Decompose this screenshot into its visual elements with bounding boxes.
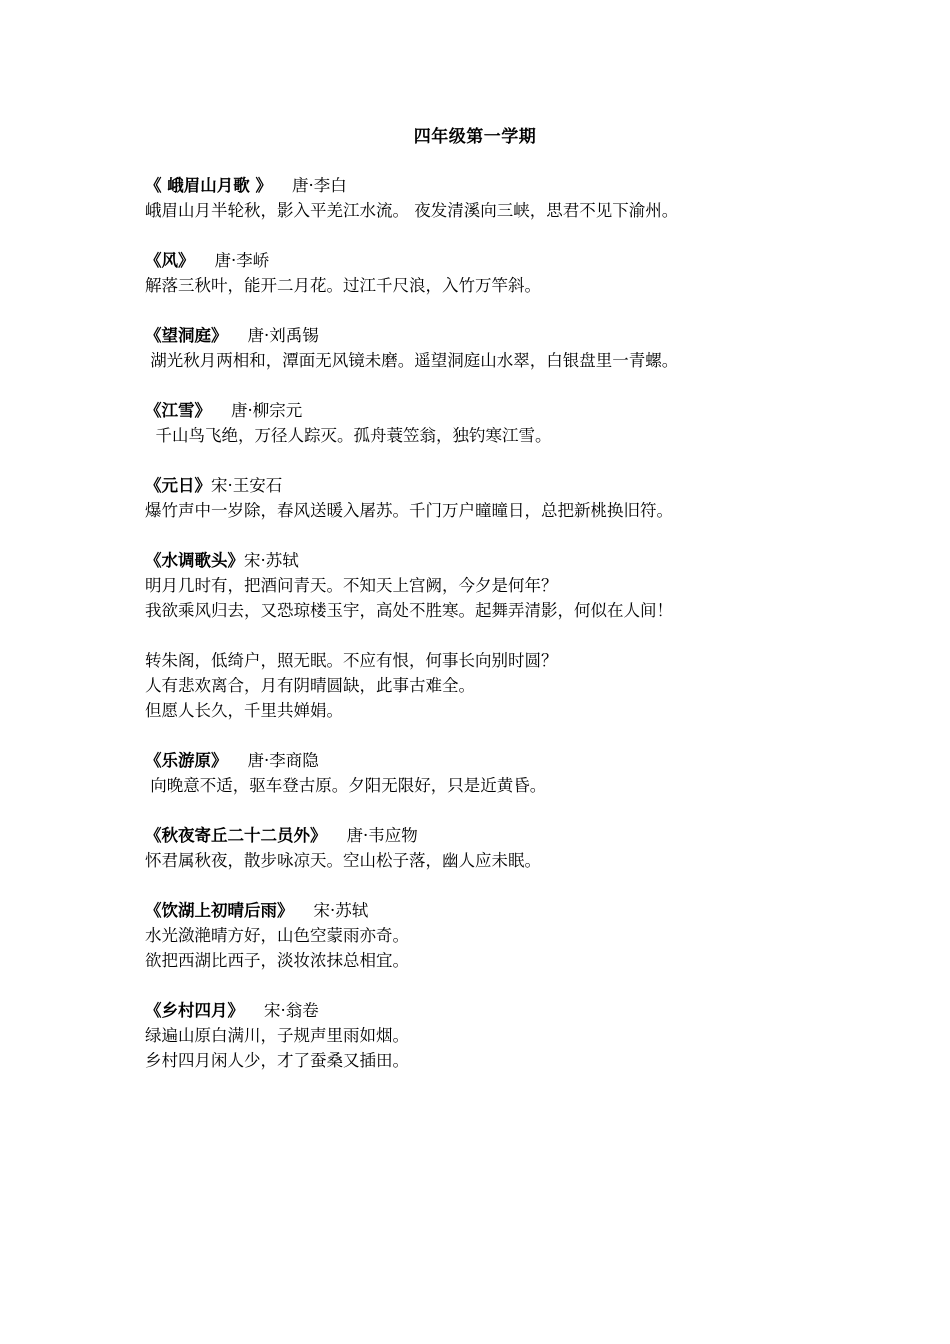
poem-author: 唐·刘禹锡 — [247, 326, 319, 345]
poem-author: 唐·李白 — [292, 176, 347, 195]
poem-heading — [145, 248, 845, 273]
poem-block — [145, 748, 845, 798]
poem-line: 千山鸟飞绝，万径人踪灭。孤舟蓑笠翁，独钓寒江雪。 — [145, 426, 552, 445]
poem-block — [145, 548, 845, 723]
poem-title: 《水调歌头》 — [145, 551, 244, 570]
poem-author: 宋·翁卷 — [264, 1001, 319, 1020]
poem-heading — [145, 823, 845, 848]
poem-author: 宋·苏轼 — [244, 551, 299, 570]
poem-block — [145, 823, 845, 873]
poem-author: 唐·韦应物 — [346, 826, 418, 845]
poem-author: 唐·柳宗元 — [231, 401, 303, 420]
poem-title: 《元日》 — [145, 476, 211, 495]
poem-author: 宋·王安石 — [211, 476, 283, 495]
poem-block — [145, 473, 845, 523]
poem-heading — [145, 748, 845, 773]
poem-line: 水光潋滟晴方好，山色空蒙雨亦奇。 — [145, 926, 409, 945]
poem-block — [145, 398, 845, 448]
poem-line: 峨眉山月半轮秋，影入平羌江水流。 夜发清溪向三峡，思君不见下渝州。 — [145, 201, 679, 220]
poem-line: 我欲乘风归去，又恐琼楼玉宇，高处不胜寒。起舞弄清影，何似在人间！ — [145, 601, 673, 620]
poem-title: 《乡村四月》 — [145, 1001, 244, 1020]
poem-line: 向晚意不适，驱车登古原。夕阳无限好，只是近黄昏。 — [145, 776, 547, 795]
poem-block — [145, 248, 845, 298]
poem-heading — [145, 173, 845, 198]
poem-list — [145, 173, 845, 1098]
poem-author: 唐·李峤 — [214, 251, 270, 270]
poem-line: 但愿人长久，千里共婵娟。 — [145, 701, 343, 720]
poem-title: 《风》 — [145, 251, 195, 270]
poem-line: 绿遍山原白满川，子规声里雨如烟。 — [145, 1026, 409, 1045]
poem-author: 宋·苏轼 — [313, 901, 369, 920]
poem-line: 爆竹声中一岁除，春风送暖入屠苏。千门万户曈曈日，总把新桃换旧符。 — [145, 501, 673, 520]
blank-line — [145, 623, 845, 648]
poem-line: 人有悲欢离合，月有阴晴圆缺，此事古难全。 — [145, 676, 475, 695]
poem-heading — [145, 473, 845, 498]
poem-line: 欲把西湖比西子，淡妆浓抹总相宜。 — [145, 951, 409, 970]
poem-heading — [145, 398, 845, 423]
poem-line: 怀君属秋夜，散步咏凉天。空山松子落，幽人应未眠。 — [145, 851, 541, 870]
poem-author: 唐·李商隐 — [247, 751, 319, 770]
poem-block — [145, 998, 845, 1073]
poem-line: 转朱阁，低绮户，照无眠。不应有恨，何事长向别时圆？ — [145, 651, 558, 670]
poem-line: 湖光秋月两相和，潭面无风镜未磨。遥望洞庭山水翠，白银盘里一青螺。 — [145, 351, 679, 370]
poem-title: 《饮湖上初晴后雨》 — [145, 901, 294, 920]
poem-title: 《江雪》 — [145, 401, 211, 420]
poem-line: 明月几时有，把酒问青天。不知天上宫阙，今夕是何年？ — [145, 576, 558, 595]
poem-heading — [145, 548, 845, 573]
poem-title: 《 峨眉山月歌 》 — [145, 176, 272, 195]
poem-block — [145, 898, 845, 973]
poem-heading — [145, 998, 845, 1023]
poem-line: 解落三秋叶，能开二月花。过江千尺浪，入竹万竿斜。 — [145, 276, 541, 295]
poem-title: 《望洞庭》 — [145, 326, 228, 345]
poem-heading — [145, 898, 845, 923]
poem-title: 《乐游原》 — [145, 751, 228, 770]
document-title: 四年级第一学期 — [413, 127, 537, 147]
poem-block — [145, 323, 845, 373]
poem-heading — [145, 323, 845, 348]
poem-title: 《秋夜寄丘二十二员外》 — [145, 826, 327, 845]
poem-line: 乡村四月闲人少，才了蚕桑又插田。 — [145, 1051, 409, 1070]
poem-block — [145, 173, 845, 223]
